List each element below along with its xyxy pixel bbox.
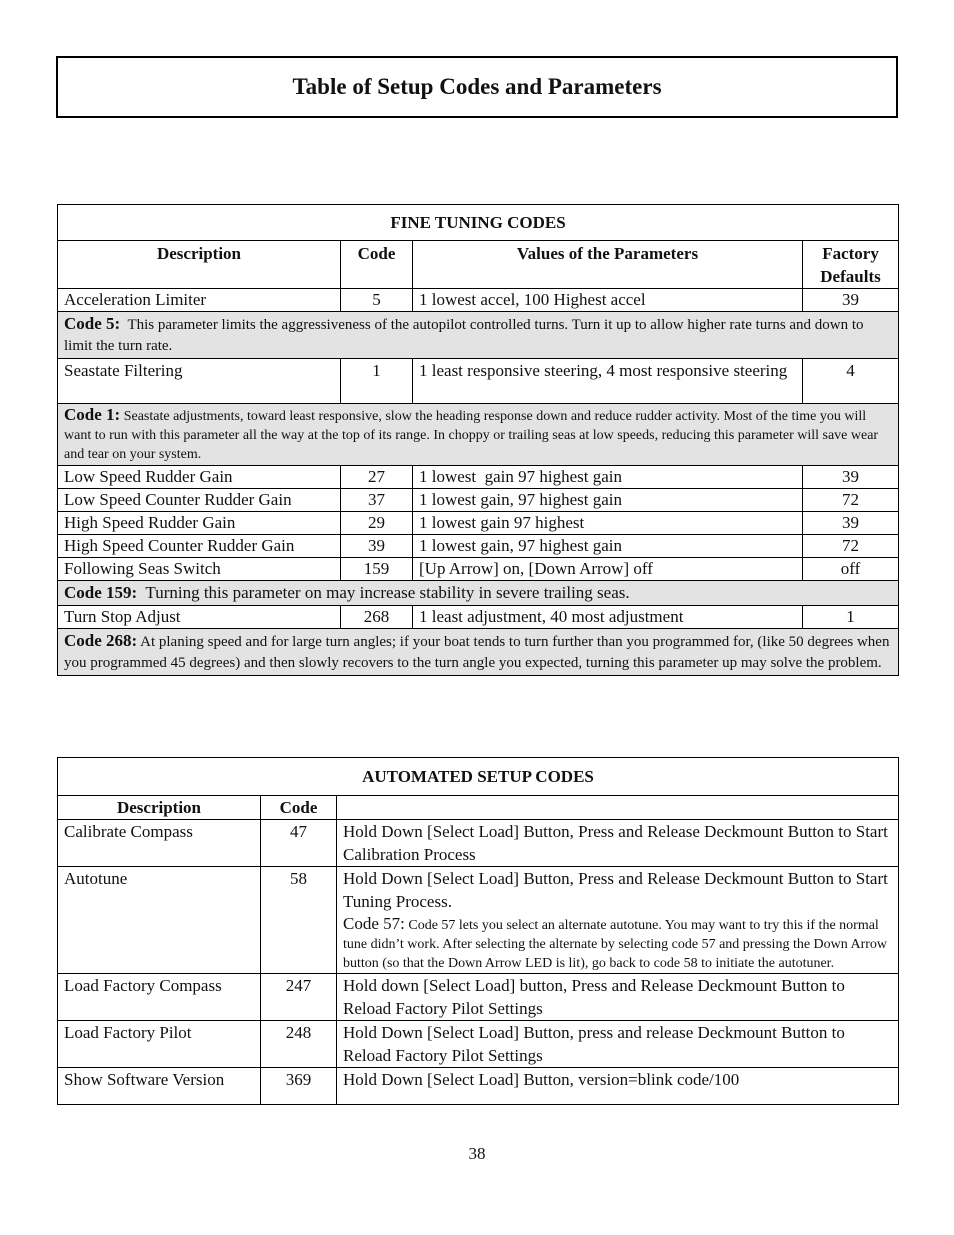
header-values: Values of the Parameters [413, 241, 803, 289]
table-row [58, 820, 899, 867]
row-code: 247 [261, 974, 337, 1021]
automated-setup-caption: AUTOMATED SETUP CODES [58, 758, 899, 796]
row-code: 39 [341, 535, 413, 558]
table-row [58, 558, 899, 581]
row-values: Hold Down [Select Load] Button, Press and Release Deckmount Button to Start Tuning Process. [343, 869, 888, 911]
row-values: Hold down [Select Load] button, Press and Release Deckmount Button to Reload Factory Pilot Settings [337, 974, 899, 1021]
table-row [58, 535, 899, 558]
note-code-5: Code 5: This parameter limits the aggressiveness of the autopilot controlled turns. Turn it up to allow higher rate turns and down to limit the turn rate. [58, 312, 899, 359]
row-values: 1 lowest gain, 97 highest gain [413, 489, 803, 512]
row-values: [Up Arrow] on, [Down Arrow] off [413, 558, 803, 581]
table-row [58, 359, 899, 404]
row-description: Calibrate Compass [58, 820, 261, 867]
row-code: 248 [261, 1021, 337, 1068]
header-code: Code [341, 241, 413, 289]
row-description: Load Factory Compass [58, 974, 261, 1021]
note-code-1: Code 1: Seastate adjustments, toward least responsive, slow the heading response down and reduce rudder activity. Most of the time you will want to run with this parameter all the way at the top of its range. In choppy or trailing seas at low speeds, reducing this parameter will save wear and tear on your system. [58, 404, 899, 466]
row-values: 1 lowest accel, 100 Highest accel [413, 289, 803, 312]
row-description: Following Seas Switch [58, 558, 341, 581]
row-code: 58 [261, 867, 337, 974]
row-code: 369 [261, 1068, 337, 1105]
row-values: Hold Down [Select Load] Button, Press and Release Deckmount Button to Start Calibration Process [337, 820, 899, 867]
row-code: 47 [261, 820, 337, 867]
note-code-159: Code 159: Turning this parameter on may increase stability in severe trailing seas. [58, 581, 899, 606]
row-values: 1 least adjustment, 40 most adjustment [413, 606, 803, 629]
row-description: Load Factory Pilot [58, 1021, 261, 1068]
row-default: 72 [803, 535, 899, 558]
table-row [58, 606, 899, 629]
automated-setup-table [57, 757, 899, 1105]
header-defaults: Factory Defaults [803, 241, 899, 289]
title-box [56, 56, 898, 118]
row-default: 39 [803, 289, 899, 312]
row-description: Show Software Version [58, 1068, 261, 1105]
row-values: Hold Down [Select Load] Button, version=blink code/100 [337, 1068, 899, 1105]
table-row [58, 466, 899, 489]
row-values: 1 lowest gain, 97 highest gain [413, 535, 803, 558]
row-values: 1 least responsive steering, 4 most responsive steering [413, 359, 803, 404]
fine-tuning-caption: FINE TUNING CODES [58, 205, 899, 241]
note-row [58, 581, 899, 606]
note-code-57: Code 57: Code 57 lets you select an alternate autotune. You may want to try this if the normal tune didn’t work. After selecting the alternate by selecting code 57 and pressing the Down Arrow button (so that the Down Arrow LED is lit), go back to code 58 to initiate the autotuner. [343, 914, 888, 971]
row-default: 39 [803, 512, 899, 535]
table-row [58, 867, 899, 974]
table-row [58, 1068, 899, 1105]
row-code: 159 [341, 558, 413, 581]
note-row [58, 312, 899, 359]
row-code: 37 [341, 489, 413, 512]
row-description: High Speed Counter Rudder Gain [58, 535, 341, 558]
table-row [58, 289, 899, 312]
row-values-autotune [337, 867, 899, 974]
row-default: 72 [803, 489, 899, 512]
row-code: 1 [341, 359, 413, 404]
table-row [58, 512, 899, 535]
row-values: Hold Down [Select Load] Button, press and release Deckmount Button to Reload Factory Pilot Settings [337, 1021, 899, 1068]
header-values [337, 796, 899, 820]
row-description: Low Speed Rudder Gain [58, 466, 341, 489]
table-row [58, 974, 899, 1021]
header-description: Description [58, 796, 261, 820]
header-code: Code [261, 796, 337, 820]
note-code-268: Code 268: At planing speed and for large turn angles; if your boat tends to turn further than you programmed for, (like 50 degrees when you programmed 45 degrees) and then slowly recovers to the turn angle you expected, turning this parameter up may solve the problem. [58, 629, 899, 676]
row-default: 4 [803, 359, 899, 404]
row-description: Low Speed Counter Rudder Gain [58, 489, 341, 512]
row-default: off [803, 558, 899, 581]
row-default: 1 [803, 606, 899, 629]
note-row [58, 629, 899, 676]
row-description: Autotune [58, 867, 261, 974]
row-default: 39 [803, 466, 899, 489]
row-code: 268 [341, 606, 413, 629]
fine-tuning-table [57, 204, 899, 676]
table-row [58, 489, 899, 512]
row-code: 5 [341, 289, 413, 312]
row-code: 29 [341, 512, 413, 535]
page-title: Table of Setup Codes and Parameters [292, 74, 662, 99]
row-code: 27 [341, 466, 413, 489]
page-number: 38 [468, 1144, 486, 1163]
row-description: Seastate Filtering [58, 359, 341, 404]
row-values: 1 lowest gain 97 highest [413, 512, 803, 535]
header-description: Description [58, 241, 341, 289]
row-description: Acceleration Limiter [58, 289, 341, 312]
row-values: 1 lowest gain 97 highest gain [413, 466, 803, 489]
table-row [58, 1021, 899, 1068]
row-description: High Speed Rudder Gain [58, 512, 341, 535]
row-description: Turn Stop Adjust [58, 606, 341, 629]
note-row [58, 404, 899, 466]
